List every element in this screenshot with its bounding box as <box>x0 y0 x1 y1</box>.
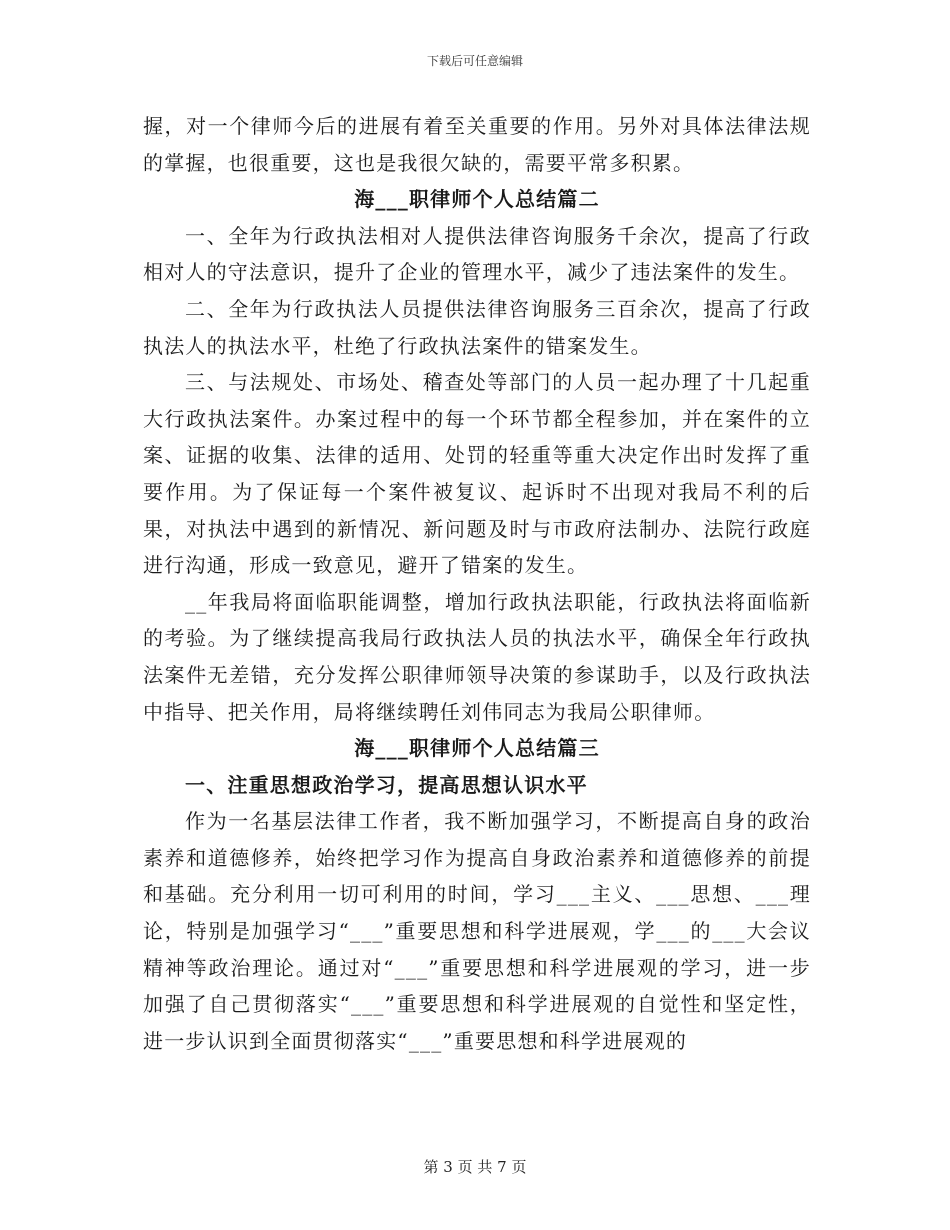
paragraph-2-1: 一、全年为行政执法相对人提供法律咨询服务千余次，提高了行政相对人的守法意识，提升了企业的管理水平，减少了违法案件的发生。 <box>143 223 811 285</box>
paragraph-2-3: 三、与法规处、市场处、稽查处等部门的人员一起办理了十几起重大行政执法案件。办案过程中的每一个环节都全程参加，并在案件的立案、证据的收集、法律的适用、处罚的轻重等重大决定作出时发挥了重要作用。为了保证每一个案件被复议、起诉时不出现对我局不利的后果，对执法中遇到的新情况、新问题及时与市政府法制办、法院行政庭进行沟通，形成一致意见，避开了错案的发生。 <box>143 370 811 578</box>
document-body <box>143 108 811 1059</box>
section-heading-3: 海___职律师个人总结篇三 <box>354 736 600 761</box>
paragraph-3-1: 作为一名基层法律工作者，我不断加强学习，不断提高自身的政治素养和道德修养，始终把学习作为提高自身政治素养和道德修养的前提和基础。充分利用一切可利用的时间，学习___主义、___思想、___理论，特别是加强学习“___”重要思想和科学进展观，学___的___大会议精神等政治理论。通过对“___”重要思想和科学进展观的学习，进一步加强了自己贯彻落实“___”重要思想和科学进展观的自觉性和坚定性，进一步认识到全面贯彻落实“___”重要思想和科学进展观的 <box>143 809 811 1053</box>
subheading-3-1: 一、注重思想政治学习，提高思想认识水平 <box>185 772 588 797</box>
page-number: 第 3 页 共 7 页 <box>423 1158 527 1176</box>
page-header-note: 下载后可任意编辑 <box>426 54 523 68</box>
paragraph-2-4: __年我局将面临职能调整，增加行政执法职能，行政执法将面临新的考验。为了继续提高我局行政执法人员的执法水平，确保全年行政执法案件无差错，充分发挥公职律师领导决策的参谋助手，以及行政执法中指导、把关作用，局将继续聘任刘伟同志为我局公职律师。 <box>143 589 811 724</box>
section-heading-2: 海___职律师个人总结篇二 <box>354 187 600 212</box>
paragraph-2-2: 二、全年为行政执法人员提供法律咨询服务三百余次，提高了行政执法人的执法水平，杜绝了行政执法案件的错案发生。 <box>143 296 811 358</box>
paragraph-continued: 握，对一个律师今后的进展有着至关重要的作用。另外对具体法律法规的掌握，也很重要，这也是我很欠缺的，需要平常多积累。 <box>143 114 811 175</box>
